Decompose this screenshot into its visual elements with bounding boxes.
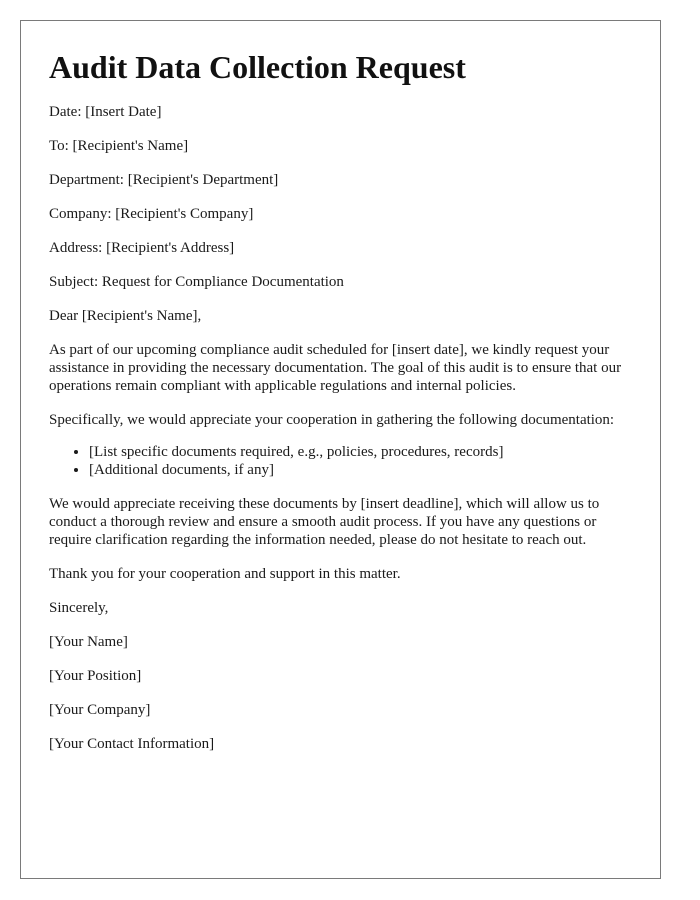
address-line: Address: [Recipient's Address] xyxy=(49,240,235,256)
list-item: • [List specific documents required, e.g., policies, procedures, records] xyxy=(89,443,632,461)
document-title: Audit Data Collection Request xyxy=(49,49,466,85)
subject-line: Subject: Request for Compliance Documentation xyxy=(49,274,344,290)
sender-position: [Your Position] xyxy=(49,668,142,684)
salutation: Dear [Recipient's Name], xyxy=(49,308,202,324)
recipient-name-line: To: [Recipient's Name] xyxy=(49,138,189,154)
date-line: Date: [Insert Date] xyxy=(49,104,162,120)
request-paragraph: Specifically, we would appreciate your cooperation in gathering the following documentation: xyxy=(49,412,615,428)
sender-company: [Your Company] xyxy=(49,702,151,718)
department-line: Department: [Recipient's Department] xyxy=(49,172,279,188)
thanks-paragraph: Thank you for your cooperation and support in this matter. xyxy=(49,566,401,582)
documents-list xyxy=(49,443,632,479)
list-item: • [Additional documents, if any] xyxy=(89,461,632,479)
deadline-paragraph: We would appreciate receiving these documents by [insert deadline], which will allow us to conduct a thorough review and ensure a smooth audit process. If you have any questions or require clarification regarding the information needed, please do not hesitate to reach out. xyxy=(49,496,600,548)
intro-paragraph: As part of our upcoming compliance audit scheduled for [insert date], we kindly request your assistance in providing the necessary documentation. The goal of this audit is to ensure that our operations remain compliant with applicable regulations and internal policies. xyxy=(49,342,622,394)
signoff: Sincerely, xyxy=(49,600,109,616)
sender-name: [Your Name] xyxy=(49,634,128,650)
letter-document xyxy=(20,20,661,879)
company-line: Company: [Recipient's Company] xyxy=(49,206,254,222)
sender-contact: [Your Contact Information] xyxy=(49,736,215,752)
